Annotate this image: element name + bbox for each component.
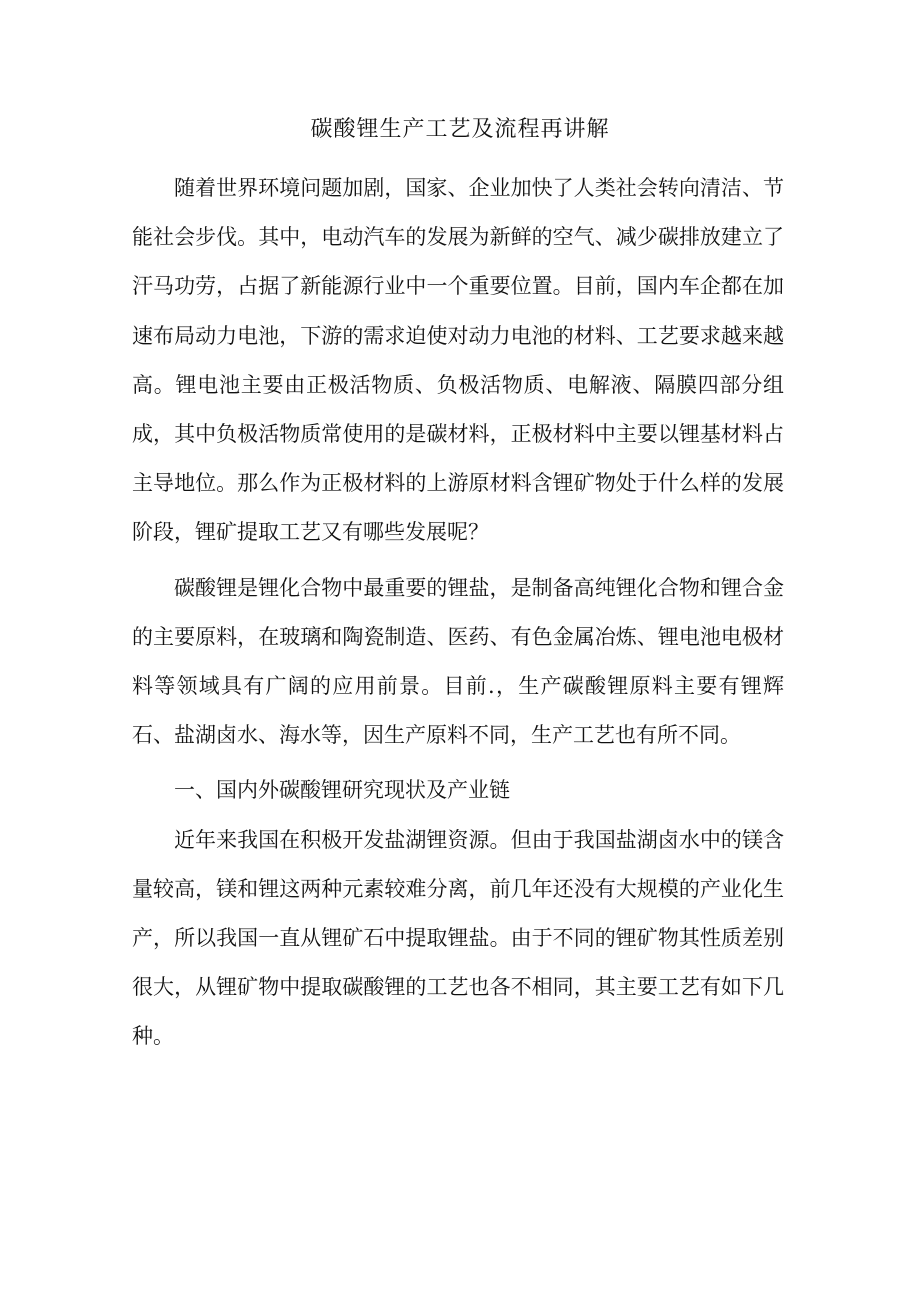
document-body [132,164,784,1062]
paragraph-lithium-carbonate: 碳酸锂是锂化合物中最重要的锂盐，是制备高纯锂化合物和锂合金的主要原料，在玻璃和陶瓷制造、医药、有色金属冶炼、锂电池电极材料等领域具有广阔的应用前景。目前.，生产碳酸锂原料主要有锂辉石、盐湖卤水、海水等，因生产原料不同，生产工艺也有所不同。 [132,575,784,748]
section-heading: 一、国内外碳酸锂研究现状及产业链 [174,778,510,803]
paragraph-section-one: 近年来我国在积极开发盐湖锂资源。但由于我国盐湖卤水中的镁含量较高，镁和锂这两种元素较难分离，前几年还没有大规模的产业化生产，所以我国一直从锂矿石中提取锂盐。由于不同的锂矿物其性质差别很大，从锂矿物中提取碳酸锂的工艺也各不相同，其主要工艺有如下几种。 [132,827,784,1049]
paragraph-intro: 随着世界环境问题加剧，国家、企业加快了人类社会转向清洁、节能社会步伐。其中，电动汽车的发展为新鲜的空气、减少碳排放建立了汗马功劳，占据了新能源行业中一个重要位置。目前，国内车企都在加速布局动力电池，下游的需求迫使对动力电池的材料、工艺要求越来越高。锂电池主要由正极活物质、负极活物质、电解液、隔膜四部分组成，其中负极活物质常使用的是碳材料，正极材料中主要以锂基材料占主导地位。那么作为正极材料的上游原材料含锂矿物处于什么样的发展阶段，锂矿提取工艺又有哪些发展呢？ [132,176,784,545]
document-title: 碳酸锂生产工艺及流程再讲解 [310,117,610,142]
